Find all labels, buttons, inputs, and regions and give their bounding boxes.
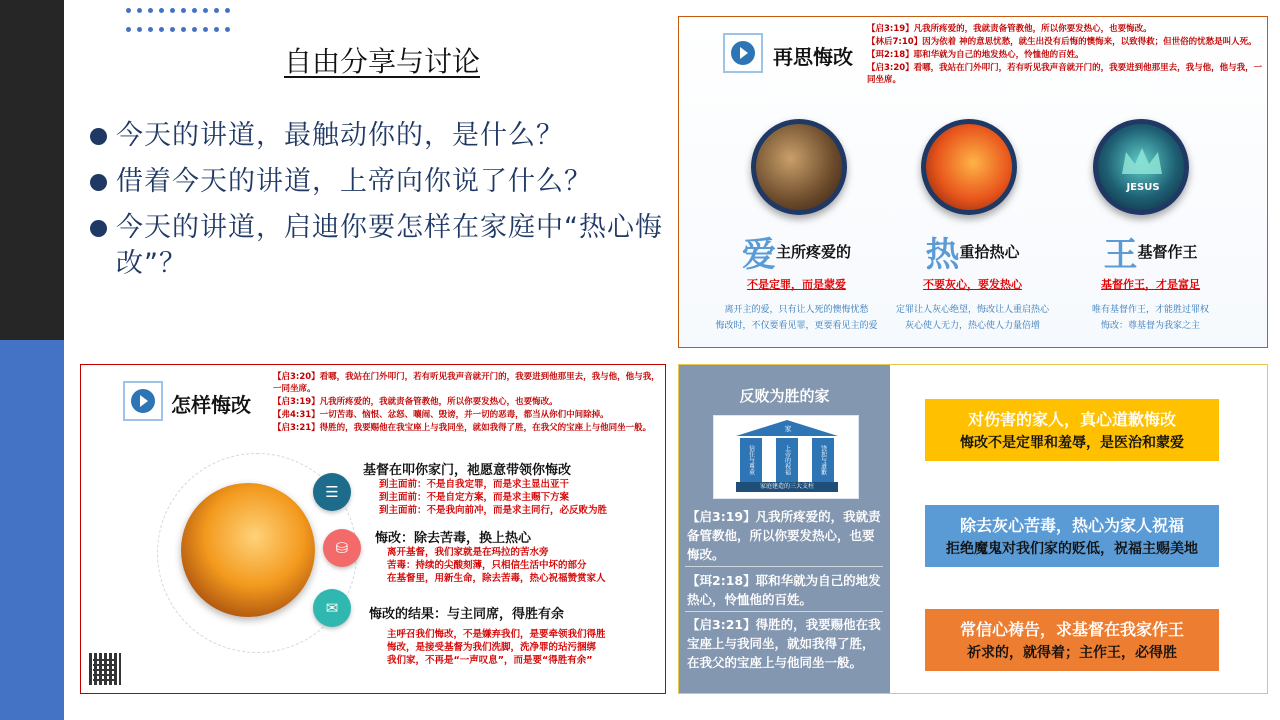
step-line: 悔改，是接受基督为我们洗脚，洗净罪的玷污捆绑 [387, 642, 597, 653]
three-pillars-house [713, 415, 859, 499]
card-heading: 除去灰心苦毒，热心为家人祝福 [959, 516, 1184, 535]
column-line: 灰心使人无力，热心使人力量倍增 [904, 321, 1040, 331]
scripture-line: 【弗4:31】一切苦毒、恼恨、忿怒、嚷闹、毁谤，并一切的恶毒，都当从你们中间除掉。 [273, 410, 609, 420]
card-subtext: 拒绝魔鬼对我们家的贬低，祝福主赐美地 [946, 541, 1198, 557]
panel-victorious-family [678, 364, 1268, 694]
step-line: 主呼召我们悔改，不是嫌弃我们，是要牵领我们得胜 [387, 629, 606, 640]
panel-title: 怎样悔改 [171, 393, 251, 417]
left-accent-bar-dark [0, 0, 64, 340]
play-icon [123, 381, 163, 421]
column-line: 悔改：尊基督为我家之主 [1100, 321, 1200, 331]
house-pillar: 上帝的祝福 [776, 438, 798, 482]
scripture-references [867, 23, 1263, 87]
column-subtitle: 重拾热心 [959, 243, 1020, 261]
column-line: 离开主的爱，只有让人死的懊悔忧愁 [724, 305, 869, 315]
decorative-dots [126, 6, 252, 44]
page-title: 自由分享与讨论 [284, 45, 481, 78]
divider [685, 566, 883, 567]
step-heading: 基督在叩你家门，祂愿意带领你悔改 [363, 463, 572, 478]
panel-title: 再思悔改 [773, 45, 853, 69]
column-king [1063, 227, 1238, 334]
step-line: 我们家，不再是“一声叹息”，而是要“得胜有余” [387, 655, 593, 666]
panel-rethink-repentance [678, 16, 1268, 348]
question-item: 今天的讲道，启迪你要怎样在家庭中“热心悔改”？ [88, 210, 668, 282]
prodigal-son-image [751, 119, 847, 215]
card-heading: 对伤害的家人，真心道歉悔改 [967, 410, 1176, 429]
scripture-line: 【启3:20】看哪，我站在门外叩门，若有听见我声音就开门的，我要进到他那里去，我与他，他与我，一同坐席。 [273, 372, 660, 394]
qr-code [89, 653, 121, 685]
scripture-line: 【启3:21】得胜的，我要赐他在我宝座上与我同坐，就如我得了胜，在我父的宝座上与他同坐一般。 [273, 423, 652, 433]
step-block [363, 459, 663, 517]
column-big-char: 爱 [741, 235, 776, 275]
house-base: 家庭建造的三大支柱 [736, 482, 838, 492]
divider [685, 611, 883, 612]
step-line: 苦毒：持续的尖酸刻薄，只相信生活中坏的部分 [387, 560, 587, 571]
step-line: 到主面前：不是自我定罪，而是求主显出亚干 [379, 479, 570, 490]
step-line: 离开基督，我们家就是在玛拉的苦水旁 [387, 547, 549, 558]
crown-icon [1120, 146, 1164, 176]
column-big-char: 王 [1103, 235, 1138, 275]
scripture-references [273, 371, 661, 435]
card-subtext: 悔改不是定罪和羞辱，是医治和蒙爱 [960, 435, 1184, 451]
scripture-line: 【启3:19】凡我所疼爱的，我就责备管教他，所以你要发热心，也要悔改。 [273, 397, 558, 407]
jesus-label: JESUS [1126, 182, 1160, 193]
verse-text: 【珥2:18】耶和华就为自己的地发热心，怜恤他的百姓。 [687, 573, 881, 607]
action-card [925, 609, 1219, 671]
play-icon [723, 33, 763, 73]
column-tagline: 不要灰心，要发热心 [923, 278, 1022, 291]
question-item: 今天的讲道，最触动你的，是什么？ [88, 118, 668, 154]
house-roof-label: 家 [784, 425, 792, 433]
jesus-crown-image [1093, 119, 1189, 215]
column-line: 悔改时，不仅要看见罪，更要看见主的爱 [715, 321, 878, 331]
question-item: 借着今天的讲道，上帝向你说了什么？ [88, 164, 668, 200]
chat-icon: ✉ [313, 589, 351, 627]
card-heading: 常信心祷告，求基督在我家作王 [959, 620, 1184, 639]
scripture-line: 【启3:19】凡我所疼爱的，我就责备管教他，所以你要发热心，也要悔改。 [867, 24, 1152, 34]
step-block [363, 603, 663, 667]
column-subtitle: 主所疼爱的 [775, 243, 851, 261]
scripture-line: 【林后7:10】因为依着 神的意思忧愁，就生出没有后悔的懊悔来，以致得救；但世俗的忧愁是叫人死。 [867, 37, 1257, 47]
verse-text: 【启3:19】凡我所疼爱的，我就责备管教他，所以你要发热心，也要悔改。 [687, 509, 881, 562]
verse-sidebar [679, 365, 890, 694]
step-line: 到主面前：不是我向前冲，而是求主同行，必反败为胜 [379, 505, 608, 516]
panel-title: 反败为胜的家 [739, 387, 830, 405]
step-heading: 悔改：除去苦毒，换上热心 [375, 531, 532, 546]
action-card [925, 505, 1219, 567]
house-pillar: 信任与尊重 [740, 438, 762, 482]
prayer-fire-image [921, 119, 1017, 215]
column-line: 定罪让人灰心绝望，悔改让人重启热心 [895, 305, 1049, 315]
card-subtext: 祈求的，就得着；主作王，必得胜 [967, 645, 1177, 661]
layers-icon: ☰ [313, 473, 351, 511]
column-big-char: 热 [925, 235, 960, 275]
scripture-line: 【珥2:18】耶和华就为自己的地发热心，怜恤他的百姓。 [867, 50, 1084, 60]
foot-washing-image [181, 483, 315, 617]
action-card [925, 399, 1219, 461]
step-heading: 悔改的结果：与主同席，得胜有余 [369, 607, 565, 622]
column-love [709, 227, 884, 334]
verse-text: 【启3:21】得胜的，我要赐他在我宝座上与我同坐，就如我得了胜，在我父的宝座上与他同坐一般。 [687, 617, 881, 670]
column-tagline: 基督作王，才是富足 [1101, 278, 1200, 291]
left-accent-bar-blue [0, 340, 64, 720]
question-list [88, 118, 668, 292]
column-line: 唯有基督作王，才能胜过罪权 [1091, 305, 1209, 315]
step-line: 到主面前：不是自定方案，而是求主赐下方案 [379, 492, 570, 503]
scripture-line: 【启3:20】看哪，我站在门外叩门，若有听见我声音就开门的，我要进到他那里去，我与他，他与我，一同坐席。 [867, 63, 1263, 85]
column-zeal [885, 227, 1060, 334]
panel-how-to-repent [80, 364, 666, 694]
column-tagline: 不是定罪，而是蒙爱 [747, 278, 846, 291]
step-line: 在基督里，用新生命，除去苦毒，热心祝福赞赏家人 [387, 573, 606, 584]
lock-icon: ⛁ [323, 529, 361, 567]
house-pillar: 饶恕与道歉 [812, 438, 834, 482]
step-block [363, 527, 663, 585]
column-subtitle: 基督作王 [1137, 243, 1198, 261]
